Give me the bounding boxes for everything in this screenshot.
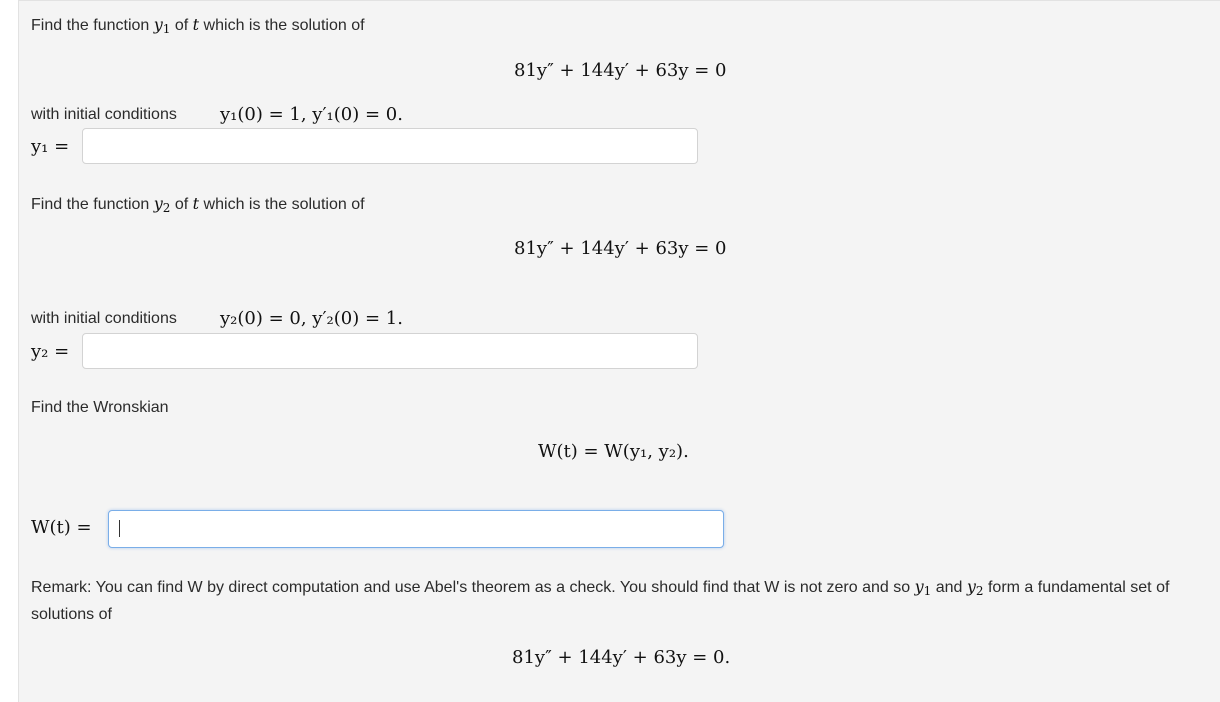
wronskian-answer-input[interactable] xyxy=(108,510,724,548)
prompt-text: which is the solution of xyxy=(199,17,365,34)
prompt-variable: $y_2$ xyxy=(153,194,171,215)
prompt-text: which is the solution of xyxy=(199,196,365,213)
remark-text-part: form a fundamental set of solutions of xyxy=(31,579,1170,623)
remark-text-part: Remark: You can find W by direct computation and use Abel's theorem as a check. You should find that W is not zero and so xyxy=(31,579,915,596)
y2-answer-input[interactable] xyxy=(82,333,698,369)
part3-prompt: Find the Wronskian xyxy=(31,399,169,416)
prompt-text: of xyxy=(170,196,193,213)
prompt-variable: $y_1$ xyxy=(153,15,171,36)
part2-prompt xyxy=(31,194,365,215)
wronskian-answer-label: W(t) = xyxy=(31,517,92,538)
prompt-t: t xyxy=(192,15,200,34)
part1-conditions: y₁(0) = 1, y′₁(0) = 0. xyxy=(220,104,403,125)
y1-answer-input[interactable] xyxy=(82,128,698,164)
part1-answer-label: y₁ = xyxy=(31,136,70,157)
prompt-text: Find the function xyxy=(31,196,154,213)
remark-text xyxy=(31,575,1181,627)
prompt-t: t xyxy=(192,194,200,213)
part3-equation: W(t) = W(y₁, y₂). xyxy=(538,441,689,462)
remark-y1: $y_1$ xyxy=(914,577,932,598)
remark-y2: $y_2$ xyxy=(966,577,984,598)
remark-text-part: and xyxy=(931,579,967,596)
prompt-text: Find the function xyxy=(31,17,154,34)
prompt-text: of xyxy=(170,17,193,34)
part1-conditions-label: with initial conditions xyxy=(31,106,177,123)
text-caret xyxy=(119,520,120,537)
part1-prompt xyxy=(31,15,365,36)
remark-equation: 81y″ + 144y′ + 63y = 0. xyxy=(512,647,731,668)
part2-answer-label: y₂ = xyxy=(31,341,70,362)
part2-conditions: y₂(0) = 0, y′₂(0) = 1. xyxy=(220,308,403,329)
part2-equation: 81y″ + 144y′ + 63y = 0 xyxy=(514,238,727,259)
part2-conditions-label: with initial conditions xyxy=(31,310,177,327)
part1-equation: 81y″ + 144y′ + 63y = 0 xyxy=(514,60,727,81)
